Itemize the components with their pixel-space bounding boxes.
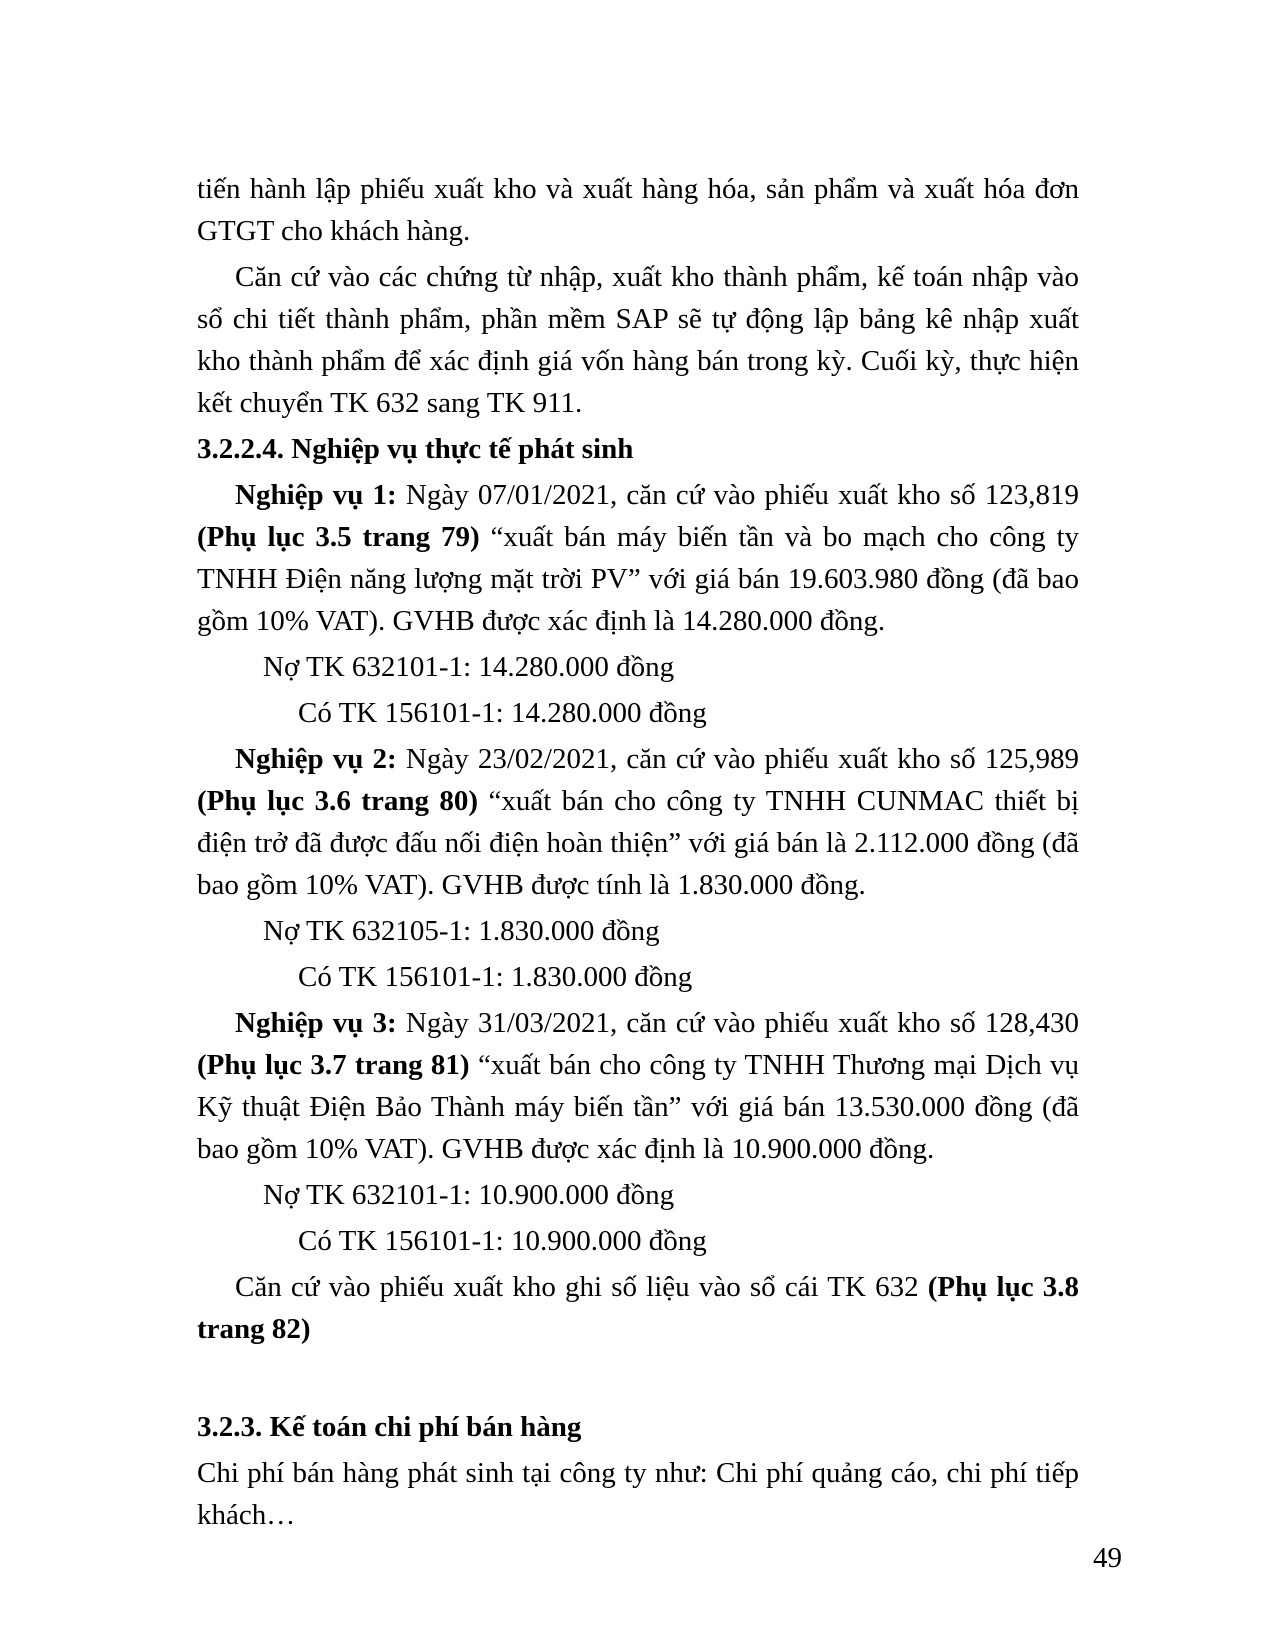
transaction-1-text-before: Ngày 07/01/2021, căn cứ vào phiếu xuất kho số 123,819 <box>405 479 1079 511</box>
paragraph-sap-process: Căn cứ vào các chứng từ nhập, xuất kho thành phẩm, kế toán nhập vào sổ chi tiết thành phẩm, phần mềm SAP sẽ tự động lập bảng kê nhập xuất kho thành phẩm để xác định giá vốn hàng bán trong kỳ. Cuối kỳ, thực hiện kết chuyển TK 632 sang TK 911. <box>197 261 1079 419</box>
section-heading-3-2-2-4: 3.2.2.4. Nghiệp vụ thực tế phát sinh <box>197 433 634 465</box>
transaction-2-text-after: “xuất bán cho công ty TNHH CUNMAC thiết bị điện trở đã được đấu nối điện hoàn thiện” với giá bán là 2.112.000 đồng (đã bao gồm 10% VAT). GVHB được tính là 1.830.000 đồng. <box>197 785 1080 901</box>
transaction-1-appendix-ref: (Phụ lục 3.5 trang 79) <box>197 521 480 553</box>
transaction-1-text-after: “xuất bán máy biến tần và bo mạch cho công ty TNHH Điện năng lượng mặt trời PV” với giá bán 19.603.980 đồng (đã bao gồm 10% VAT). GVHB được xác định là 14.280.000 đồng. <box>197 521 1080 637</box>
page-content <box>197 168 1079 1540</box>
transaction-3-text-before: Ngày 31/03/2021, căn cứ vào phiếu xuất kho số 128,430 <box>405 1007 1079 1039</box>
ledger-note-text: Căn cứ vào phiếu xuất kho ghi số liệu vào sổ cái TK 632 <box>235 1271 919 1303</box>
paragraph-selling-expenses: Chi phí bán hàng phát sinh tại công ty như: Chi phí quảng cáo, chi phí tiếp khách… <box>197 1457 1079 1531</box>
ledger-note-appendix-ref: (Phụ lục 3.8 trang 82) <box>197 1271 1080 1345</box>
transaction-3-debit-entry: Nợ TK 632101-1: 10.900.000 đồng <box>263 1179 675 1211</box>
transaction-3-credit-entry: Có TK 156101-1: 10.900.000 đồng <box>298 1225 707 1257</box>
transaction-3-paragraph <box>197 1002 1079 1170</box>
transaction-2-paragraph <box>197 738 1079 906</box>
transaction-3-label: Nghiệp vụ 3: <box>235 1007 397 1039</box>
transaction-1-paragraph <box>197 474 1079 642</box>
transaction-2-debit-entry: Nợ TK 632105-1: 1.830.000 đồng <box>263 915 660 947</box>
page-number: 49 <box>1093 1542 1122 1574</box>
transaction-3-text-after: “xuất bán cho công ty TNHH Thương mại Dịch vụ Kỹ thuật Điện Bảo Thành máy biến tần” với giá bán 13.530.000 đồng (đã bao gồm 10% VAT). GVHB được xác định là 10.900.000 đồng. <box>197 1049 1080 1165</box>
transaction-3-appendix-ref: (Phụ lục 3.7 trang 81) <box>197 1049 470 1081</box>
paragraph-ledger-note <box>197 1266 1079 1350</box>
section-heading-3-2-3: 3.2.3. Kế toán chi phí bán hàng <box>197 1411 582 1443</box>
paragraph-intro: tiến hành lập phiếu xuất kho và xuất hàng hóa, sản phẩm và xuất hóa đơn GTGT cho khách hàng. <box>197 173 1079 247</box>
transaction-1-credit-entry: Có TK 156101-1: 14.280.000 đồng <box>298 697 707 729</box>
transaction-1-debit-entry: Nợ TK 632101-1: 14.280.000 đồng <box>263 651 675 683</box>
transaction-2-label: Nghiệp vụ 2: <box>235 743 397 775</box>
transaction-2-text-before: Ngày 23/02/2021, căn cứ vào phiếu xuất kho số 125,989 <box>405 743 1079 775</box>
transaction-2-credit-entry: Có TK 156101-1: 1.830.000 đồng <box>298 961 693 993</box>
transaction-1-label: Nghiệp vụ 1: <box>235 479 397 511</box>
transaction-2-appendix-ref: (Phụ lục 3.6 trang 80) <box>197 785 479 817</box>
